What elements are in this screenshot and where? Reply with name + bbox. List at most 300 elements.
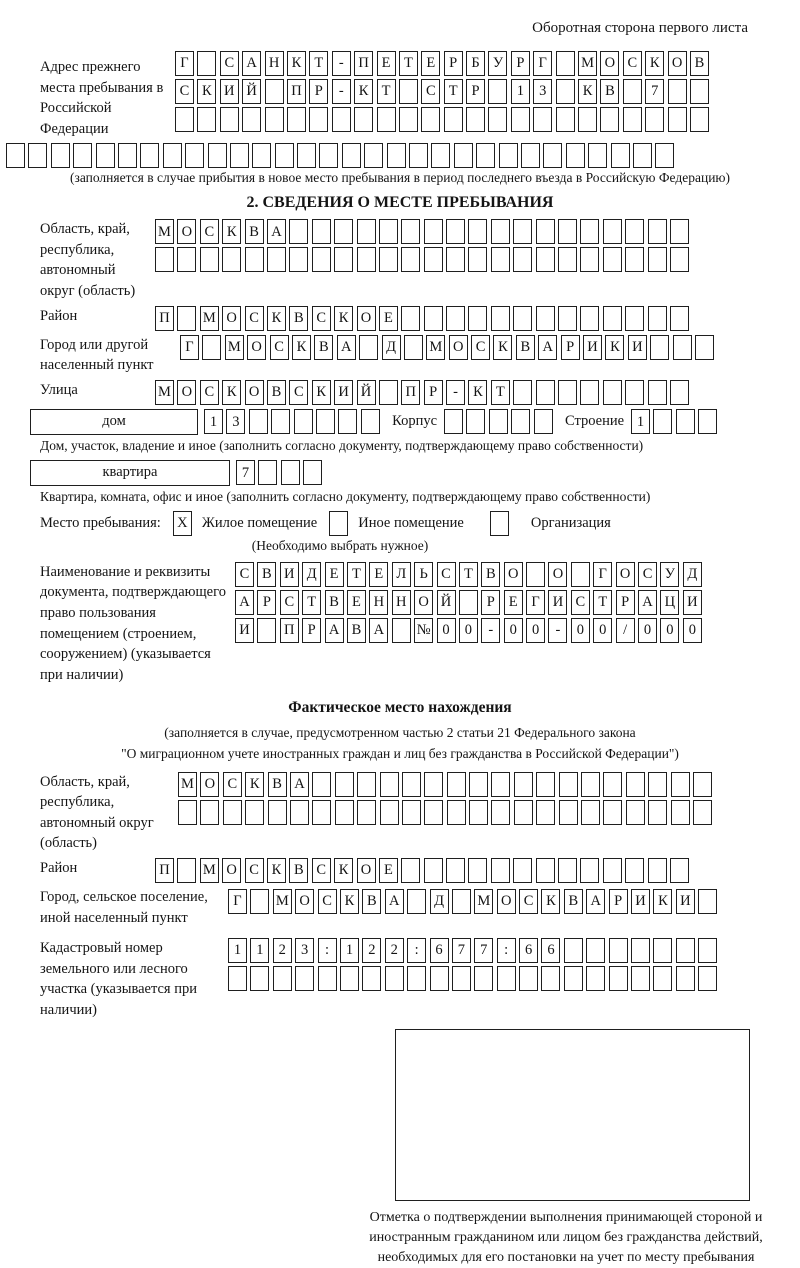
char-box[interactable]: М	[225, 335, 244, 360]
char-box[interactable]	[690, 107, 709, 132]
char-box[interactable]: В	[690, 51, 709, 76]
char-box[interactable]	[623, 79, 642, 104]
char-box[interactable]: 2	[385, 938, 404, 963]
char-box[interactable]: О	[600, 51, 619, 76]
char-box[interactable]	[431, 143, 450, 168]
char-box[interactable]: П	[354, 51, 373, 76]
char-box[interactable]: О	[504, 562, 523, 587]
char-box[interactable]	[511, 107, 530, 132]
char-box[interactable]: С	[200, 380, 219, 405]
char-box[interactable]	[564, 938, 583, 963]
char-box[interactable]	[312, 247, 331, 272]
char-box[interactable]	[625, 247, 644, 272]
char-box[interactable]: С	[223, 772, 242, 797]
char-box[interactable]	[379, 380, 398, 405]
char-box[interactable]: М	[155, 219, 174, 244]
char-box[interactable]	[290, 800, 309, 825]
char-box[interactable]	[648, 800, 667, 825]
char-box[interactable]: Г	[526, 590, 545, 615]
char-box[interactable]	[409, 143, 428, 168]
char-box[interactable]	[603, 247, 622, 272]
char-box[interactable]: О	[245, 380, 264, 405]
char-box[interactable]: :	[407, 938, 426, 963]
char-box[interactable]: О	[295, 889, 314, 914]
checkbox-organizatsiya[interactable]	[490, 511, 509, 536]
char-box[interactable]	[402, 772, 421, 797]
char-box[interactable]: Л	[392, 562, 411, 587]
char-box[interactable]: Д	[302, 562, 321, 587]
char-box[interactable]: Р	[302, 618, 321, 643]
char-box[interactable]	[223, 800, 242, 825]
char-box[interactable]: О	[177, 219, 196, 244]
char-box[interactable]	[303, 460, 322, 485]
char-box[interactable]	[424, 800, 443, 825]
char-box[interactable]: И	[235, 618, 254, 643]
char-box[interactable]: Е	[421, 51, 440, 76]
char-box[interactable]: 0	[571, 618, 590, 643]
char-box[interactable]	[380, 772, 399, 797]
char-box[interactable]	[401, 219, 420, 244]
char-box[interactable]	[220, 107, 239, 132]
char-box[interactable]: И	[280, 562, 299, 587]
char-box[interactable]: К	[334, 306, 353, 331]
char-box[interactable]	[581, 800, 600, 825]
char-box[interactable]	[140, 143, 159, 168]
char-box[interactable]: К	[245, 772, 264, 797]
char-box[interactable]	[319, 143, 338, 168]
char-box[interactable]	[611, 143, 630, 168]
char-box[interactable]	[536, 247, 555, 272]
char-box[interactable]: О	[616, 562, 635, 587]
char-box[interactable]: К	[541, 889, 560, 914]
char-box[interactable]	[258, 460, 277, 485]
char-box[interactable]	[671, 800, 690, 825]
char-box[interactable]	[309, 107, 328, 132]
char-box[interactable]: С	[200, 219, 219, 244]
char-box[interactable]	[580, 219, 599, 244]
char-box[interactable]	[690, 79, 709, 104]
char-box[interactable]	[379, 219, 398, 244]
char-box[interactable]	[668, 107, 687, 132]
char-box[interactable]: О	[357, 858, 376, 883]
char-box[interactable]	[513, 858, 532, 883]
char-box[interactable]: 0	[638, 618, 657, 643]
char-box[interactable]	[468, 219, 487, 244]
char-box[interactable]	[379, 247, 398, 272]
char-box[interactable]	[265, 107, 284, 132]
char-box[interactable]: Е	[325, 562, 344, 587]
char-box[interactable]: В	[289, 858, 308, 883]
char-box[interactable]: Р	[309, 79, 328, 104]
char-box[interactable]	[73, 143, 92, 168]
char-box[interactable]: Т	[377, 79, 396, 104]
char-box[interactable]: Т	[309, 51, 328, 76]
char-box[interactable]	[514, 800, 533, 825]
char-box[interactable]	[404, 335, 423, 360]
char-box[interactable]: О	[548, 562, 567, 587]
char-box[interactable]	[543, 143, 562, 168]
char-box[interactable]: Т	[399, 51, 418, 76]
char-box[interactable]: Р	[444, 51, 463, 76]
char-box[interactable]	[474, 966, 493, 991]
char-box[interactable]	[357, 219, 376, 244]
char-box[interactable]: С	[318, 889, 337, 914]
char-box[interactable]	[519, 966, 538, 991]
char-box[interactable]	[424, 858, 443, 883]
char-box[interactable]	[603, 858, 622, 883]
char-box[interactable]	[424, 247, 443, 272]
char-box[interactable]: В	[257, 562, 276, 587]
char-box[interactable]	[534, 409, 553, 434]
char-box[interactable]	[600, 107, 619, 132]
char-box[interactable]	[421, 107, 440, 132]
char-box[interactable]: С	[471, 335, 490, 360]
char-box[interactable]: И	[548, 590, 567, 615]
char-box[interactable]: К	[222, 380, 241, 405]
char-box[interactable]	[340, 966, 359, 991]
char-box[interactable]	[586, 938, 605, 963]
char-box[interactable]: 7	[645, 79, 664, 104]
char-box[interactable]	[177, 306, 196, 331]
char-box[interactable]	[466, 107, 485, 132]
char-box[interactable]	[513, 380, 532, 405]
char-box[interactable]	[670, 306, 689, 331]
char-box[interactable]	[252, 143, 271, 168]
char-box[interactable]	[564, 966, 583, 991]
char-box[interactable]	[603, 306, 622, 331]
char-box[interactable]	[377, 107, 396, 132]
char-box[interactable]: Т	[444, 79, 463, 104]
char-box[interactable]: У	[488, 51, 507, 76]
char-box[interactable]: П	[155, 858, 174, 883]
char-box[interactable]	[603, 772, 622, 797]
char-box[interactable]: Р	[466, 79, 485, 104]
char-box[interactable]	[648, 380, 667, 405]
char-box[interactable]	[668, 79, 687, 104]
char-box[interactable]: Г	[180, 335, 199, 360]
char-box[interactable]	[361, 409, 380, 434]
char-box[interactable]	[424, 219, 443, 244]
char-box[interactable]: С	[623, 51, 642, 76]
char-box[interactable]	[294, 409, 313, 434]
char-box[interactable]	[338, 409, 357, 434]
char-box[interactable]	[468, 858, 487, 883]
char-box[interactable]	[446, 306, 465, 331]
char-box[interactable]: Е	[347, 590, 366, 615]
char-box[interactable]	[491, 858, 510, 883]
char-box[interactable]: 0	[504, 618, 523, 643]
char-box[interactable]: Т	[491, 380, 510, 405]
char-box[interactable]: :	[318, 938, 337, 963]
char-box[interactable]	[698, 889, 717, 914]
char-box[interactable]	[625, 380, 644, 405]
char-box[interactable]: А	[337, 335, 356, 360]
char-box[interactable]	[488, 79, 507, 104]
char-box[interactable]: Е	[369, 562, 388, 587]
char-box[interactable]	[625, 306, 644, 331]
char-box[interactable]	[430, 966, 449, 991]
char-box[interactable]: О	[222, 858, 241, 883]
char-box[interactable]	[28, 143, 47, 168]
char-box[interactable]: С	[312, 858, 331, 883]
char-box[interactable]	[698, 966, 717, 991]
char-box[interactable]	[273, 966, 292, 991]
char-box[interactable]	[580, 247, 599, 272]
char-box[interactable]	[603, 380, 622, 405]
char-box[interactable]: К	[653, 889, 672, 914]
char-box[interactable]: М	[155, 380, 174, 405]
char-box[interactable]	[163, 143, 182, 168]
char-box[interactable]	[265, 79, 284, 104]
char-box[interactable]: В	[267, 380, 286, 405]
char-box[interactable]: К	[287, 51, 306, 76]
char-box[interactable]: 7	[474, 938, 493, 963]
char-box[interactable]: 2	[273, 938, 292, 963]
char-box[interactable]: Н	[265, 51, 284, 76]
char-box[interactable]	[670, 380, 689, 405]
char-box[interactable]	[332, 107, 351, 132]
char-box[interactable]	[362, 966, 381, 991]
char-box[interactable]	[178, 800, 197, 825]
char-box[interactable]	[250, 966, 269, 991]
char-box[interactable]: -	[332, 79, 351, 104]
char-box[interactable]: К	[292, 335, 311, 360]
char-box[interactable]: О	[497, 889, 516, 914]
char-box[interactable]: Й	[357, 380, 376, 405]
char-box[interactable]	[177, 858, 196, 883]
char-box[interactable]: А	[538, 335, 557, 360]
char-box[interactable]: Ь	[414, 562, 433, 587]
char-box[interactable]	[670, 247, 689, 272]
char-box[interactable]: В	[481, 562, 500, 587]
char-box[interactable]	[676, 938, 695, 963]
char-box[interactable]: 1	[631, 409, 650, 434]
char-box[interactable]	[491, 800, 510, 825]
char-box[interactable]	[513, 306, 532, 331]
char-box[interactable]	[609, 938, 628, 963]
char-box[interactable]: 0	[526, 618, 545, 643]
char-box[interactable]: О	[449, 335, 468, 360]
char-box[interactable]: В	[245, 219, 264, 244]
char-box[interactable]: В	[362, 889, 381, 914]
char-box[interactable]	[698, 409, 717, 434]
char-box[interactable]	[670, 219, 689, 244]
char-box[interactable]	[245, 247, 264, 272]
char-box[interactable]	[387, 143, 406, 168]
char-box[interactable]	[558, 380, 577, 405]
char-box[interactable]: С	[220, 51, 239, 76]
char-box[interactable]: С	[289, 380, 308, 405]
char-box[interactable]	[676, 966, 695, 991]
char-box[interactable]: К	[267, 306, 286, 331]
char-box[interactable]: А	[586, 889, 605, 914]
char-box[interactable]: -	[332, 51, 351, 76]
char-box[interactable]	[603, 800, 622, 825]
checkbox-inoe[interactable]	[329, 511, 348, 536]
char-box[interactable]	[459, 590, 478, 615]
char-box[interactable]: 1	[250, 938, 269, 963]
char-box[interactable]: С	[519, 889, 538, 914]
char-box[interactable]: М	[273, 889, 292, 914]
char-box[interactable]: С	[571, 590, 590, 615]
char-box[interactable]	[357, 800, 376, 825]
char-box[interactable]: В	[600, 79, 619, 104]
char-box[interactable]	[645, 107, 664, 132]
char-box[interactable]: А	[235, 590, 254, 615]
char-box[interactable]	[693, 800, 712, 825]
char-box[interactable]	[556, 79, 575, 104]
char-box[interactable]	[401, 858, 420, 883]
char-box[interactable]: П	[280, 618, 299, 643]
char-box[interactable]	[175, 107, 194, 132]
char-box[interactable]: 3	[295, 938, 314, 963]
char-box[interactable]: 1	[204, 409, 223, 434]
char-box[interactable]: О	[357, 306, 376, 331]
char-box[interactable]: И	[334, 380, 353, 405]
char-box[interactable]: И	[676, 889, 695, 914]
char-box[interactable]: 0	[660, 618, 679, 643]
char-box[interactable]: А	[242, 51, 261, 76]
char-box[interactable]: К	[312, 380, 331, 405]
char-box[interactable]	[447, 800, 466, 825]
char-box[interactable]	[653, 938, 672, 963]
char-box[interactable]	[655, 143, 674, 168]
char-box[interactable]	[586, 966, 605, 991]
char-box[interactable]: /	[616, 618, 635, 643]
char-box[interactable]	[623, 107, 642, 132]
char-box[interactable]	[491, 772, 510, 797]
char-box[interactable]: В	[289, 306, 308, 331]
char-box[interactable]: 3	[533, 79, 552, 104]
char-box[interactable]: Р	[257, 590, 276, 615]
char-box[interactable]	[468, 247, 487, 272]
char-box[interactable]	[446, 219, 465, 244]
char-box[interactable]	[197, 107, 216, 132]
char-box[interactable]	[580, 858, 599, 883]
char-box[interactable]	[245, 800, 264, 825]
char-box[interactable]	[513, 219, 532, 244]
char-box[interactable]: О	[200, 772, 219, 797]
char-box[interactable]: О	[668, 51, 687, 76]
char-box[interactable]: Е	[504, 590, 523, 615]
char-box[interactable]	[536, 306, 555, 331]
char-box[interactable]: А	[290, 772, 309, 797]
char-box[interactable]	[342, 143, 361, 168]
char-box[interactable]: Т	[302, 590, 321, 615]
char-box[interactable]	[625, 219, 644, 244]
char-box[interactable]	[650, 335, 669, 360]
char-box[interactable]: И	[631, 889, 650, 914]
char-box[interactable]	[335, 772, 354, 797]
char-box[interactable]: М	[426, 335, 445, 360]
char-box[interactable]	[497, 966, 516, 991]
char-box[interactable]: К	[222, 219, 241, 244]
char-box[interactable]: А	[267, 219, 286, 244]
char-box[interactable]: С	[312, 306, 331, 331]
char-box[interactable]	[526, 562, 545, 587]
char-box[interactable]	[230, 143, 249, 168]
char-box[interactable]: К	[493, 335, 512, 360]
char-box[interactable]: Г	[533, 51, 552, 76]
char-box[interactable]: :	[497, 938, 516, 963]
char-box[interactable]	[444, 409, 463, 434]
char-box[interactable]	[578, 107, 597, 132]
char-box[interactable]	[580, 306, 599, 331]
char-box[interactable]: 0	[683, 618, 702, 643]
char-box[interactable]	[407, 966, 426, 991]
char-box[interactable]	[648, 247, 667, 272]
char-box[interactable]	[476, 143, 495, 168]
char-box[interactable]	[335, 800, 354, 825]
char-box[interactable]: Г	[228, 889, 247, 914]
char-box[interactable]: Н	[369, 590, 388, 615]
char-box[interactable]	[556, 51, 575, 76]
char-box[interactable]	[96, 143, 115, 168]
char-box[interactable]	[334, 247, 353, 272]
char-box[interactable]	[401, 247, 420, 272]
char-box[interactable]: Ц	[660, 590, 679, 615]
char-box[interactable]	[364, 143, 383, 168]
checkbox-zhiloe[interactable]: X	[173, 511, 192, 536]
char-box[interactable]	[648, 219, 667, 244]
char-box[interactable]: Й	[437, 590, 456, 615]
char-box[interactable]: У	[660, 562, 679, 587]
char-box[interactable]	[316, 409, 335, 434]
char-box[interactable]	[399, 79, 418, 104]
char-box[interactable]: Д	[430, 889, 449, 914]
char-box[interactable]: Б	[466, 51, 485, 76]
char-box[interactable]: С	[270, 335, 289, 360]
char-box[interactable]: О	[177, 380, 196, 405]
char-box[interactable]	[359, 335, 378, 360]
char-box[interactable]	[424, 306, 443, 331]
char-box[interactable]	[670, 858, 689, 883]
char-box[interactable]	[653, 409, 672, 434]
char-box[interactable]	[250, 889, 269, 914]
char-box[interactable]: М	[200, 306, 219, 331]
char-box[interactable]	[228, 966, 247, 991]
char-box[interactable]	[297, 143, 316, 168]
char-box[interactable]	[402, 800, 421, 825]
char-box[interactable]	[533, 107, 552, 132]
char-box[interactable]	[491, 219, 510, 244]
char-box[interactable]	[580, 380, 599, 405]
char-box[interactable]	[673, 335, 692, 360]
char-box[interactable]: Е	[379, 306, 398, 331]
char-box[interactable]: Д	[683, 562, 702, 587]
char-box[interactable]: К	[197, 79, 216, 104]
char-box[interactable]: О	[222, 306, 241, 331]
char-box[interactable]: -	[446, 380, 465, 405]
char-box[interactable]: И	[683, 590, 702, 615]
char-box[interactable]	[513, 247, 532, 272]
char-box[interactable]	[385, 966, 404, 991]
char-box[interactable]: 1	[228, 938, 247, 963]
char-box[interactable]	[676, 409, 695, 434]
char-box[interactable]: С	[245, 306, 264, 331]
char-box[interactable]: Р	[609, 889, 628, 914]
char-box[interactable]	[633, 143, 652, 168]
char-box[interactable]	[452, 889, 471, 914]
char-box[interactable]: 1	[340, 938, 359, 963]
char-box[interactable]	[242, 107, 261, 132]
char-box[interactable]: №	[414, 618, 433, 643]
char-box[interactable]: К	[267, 858, 286, 883]
char-box[interactable]	[289, 219, 308, 244]
char-box[interactable]	[511, 409, 530, 434]
char-box[interactable]	[581, 772, 600, 797]
char-box[interactable]	[466, 409, 485, 434]
